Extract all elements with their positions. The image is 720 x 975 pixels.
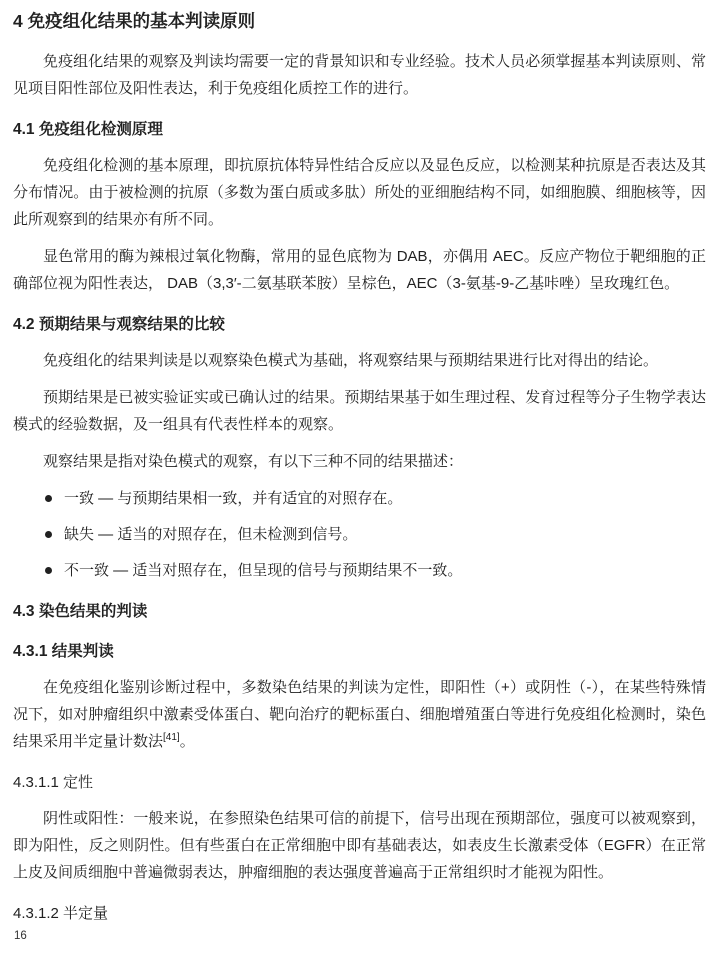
- list-item: [43, 557, 706, 584]
- section-4-2-heading: 4.2 预期结果与观察结果的比较: [13, 316, 225, 333]
- section-4-2-paragraph-2: 预期结果是已被实验证实或已确认过的结果。预期结果基于如生理过程、发育过程等分子生物学表达模式的经验数据，及一组具有代表性样本的观察。: [13, 389, 706, 433]
- section-4-heading: 4 免疫组化结果的基本判读原则: [13, 11, 256, 31]
- section-4-3-1-2-heading: 4.3.1.2 半定量: [13, 905, 109, 922]
- list-item: [43, 521, 706, 548]
- bullet-icon: [45, 531, 52, 538]
- list-item-text: 不一致 — 适当对照存在，但呈现的信号与预期结果不一致。: [64, 562, 463, 579]
- section-4-3-1-1-heading: 4.3.1.1 定性: [13, 774, 94, 791]
- section-4-2-paragraph-3: 观察结果是指对染色模式的观察，有以下三种不同的结果描述：: [43, 453, 464, 470]
- bullet-icon: [45, 495, 52, 502]
- list-item-text: 一致 — 与预期结果相一致，并有适宜的对照存在。: [64, 490, 403, 507]
- intro-paragraph: 免疫组化结果的观察及判读均需要一定的背景知识和专业经验。技术人员必须掌握基本判读原则、常见项目阳性部位及阳性表达，利于免疫组化质控工作的进行。: [13, 53, 706, 97]
- list-item: [43, 485, 706, 512]
- section-4-3-1-paragraph-1: [13, 674, 706, 755]
- page-number: 16: [14, 930, 27, 942]
- bullet-icon: [45, 567, 52, 574]
- section-4-1-heading: 4.1 免疫组化检测原理: [13, 121, 163, 138]
- paragraph-text: 。: [179, 733, 195, 750]
- section-4-1-paragraph-2: 显色常用的酶为辣根过氧化物酶，常用的显色底物为 DAB，亦偶用 AEC。反应产物位于靶细胞的正确部位视为阳性表达， DAB（3,3′-二氨基联苯胺）呈棕色，AEC（3-氨基-9-乙基咔唑）呈玫瑰红色。: [13, 248, 706, 292]
- section-4-1-paragraph-1: 免疫组化检测的基本原理，即抗原抗体特异性结合反应以及显色反应，以检测某种抗原是否表达及其分布情况。由于被检测的抗原（多数为蛋白质或多肽）所处的亚细胞结构不同，如细胞膜、细胞核等，因此所观察到的结果亦有所不同。: [13, 157, 706, 228]
- result-description-list: [13, 485, 706, 584]
- section-4-3-1-heading: 4.3.1 结果判读: [13, 643, 114, 660]
- paragraph-text: 在免疫组化鉴别诊断过程中，多数染色结果的判读为定性，即阳性（+）或阴性（-），在某些特殊情况下，如对肿瘤组织中激素受体蛋白、靶向治疗的靶标蛋白、细胞增殖蛋白等进行免疫组化检测时，染色结果采用半定量计数法: [13, 679, 706, 750]
- citation-superscript: [41]: [163, 732, 180, 743]
- list-item-text: 缺失 — 适当的对照存在，但未检测到信号。: [64, 526, 358, 543]
- section-4-3-heading: 4.3 染色结果的判读: [13, 603, 148, 620]
- section-4-2-paragraph-1: 免疫组化的结果判读是以观察染色模式为基础，将观察结果与预期结果进行比对得出的结论。: [43, 352, 659, 369]
- section-4-3-1-1-paragraph-1: 阴性或阳性：一般来说，在参照染色结果可信的前提下，信号出现在预期部位，强度可以被观察到，即为阳性，反之则阴性。但有些蛋白在正常细胞中即有基础表达，如表皮生长激素受体（EGFR）在正常上皮及间质细胞中普遍微弱表达，肿瘤细胞的表达强度普遍高于正常组织时才能视为阳性。: [13, 810, 706, 881]
